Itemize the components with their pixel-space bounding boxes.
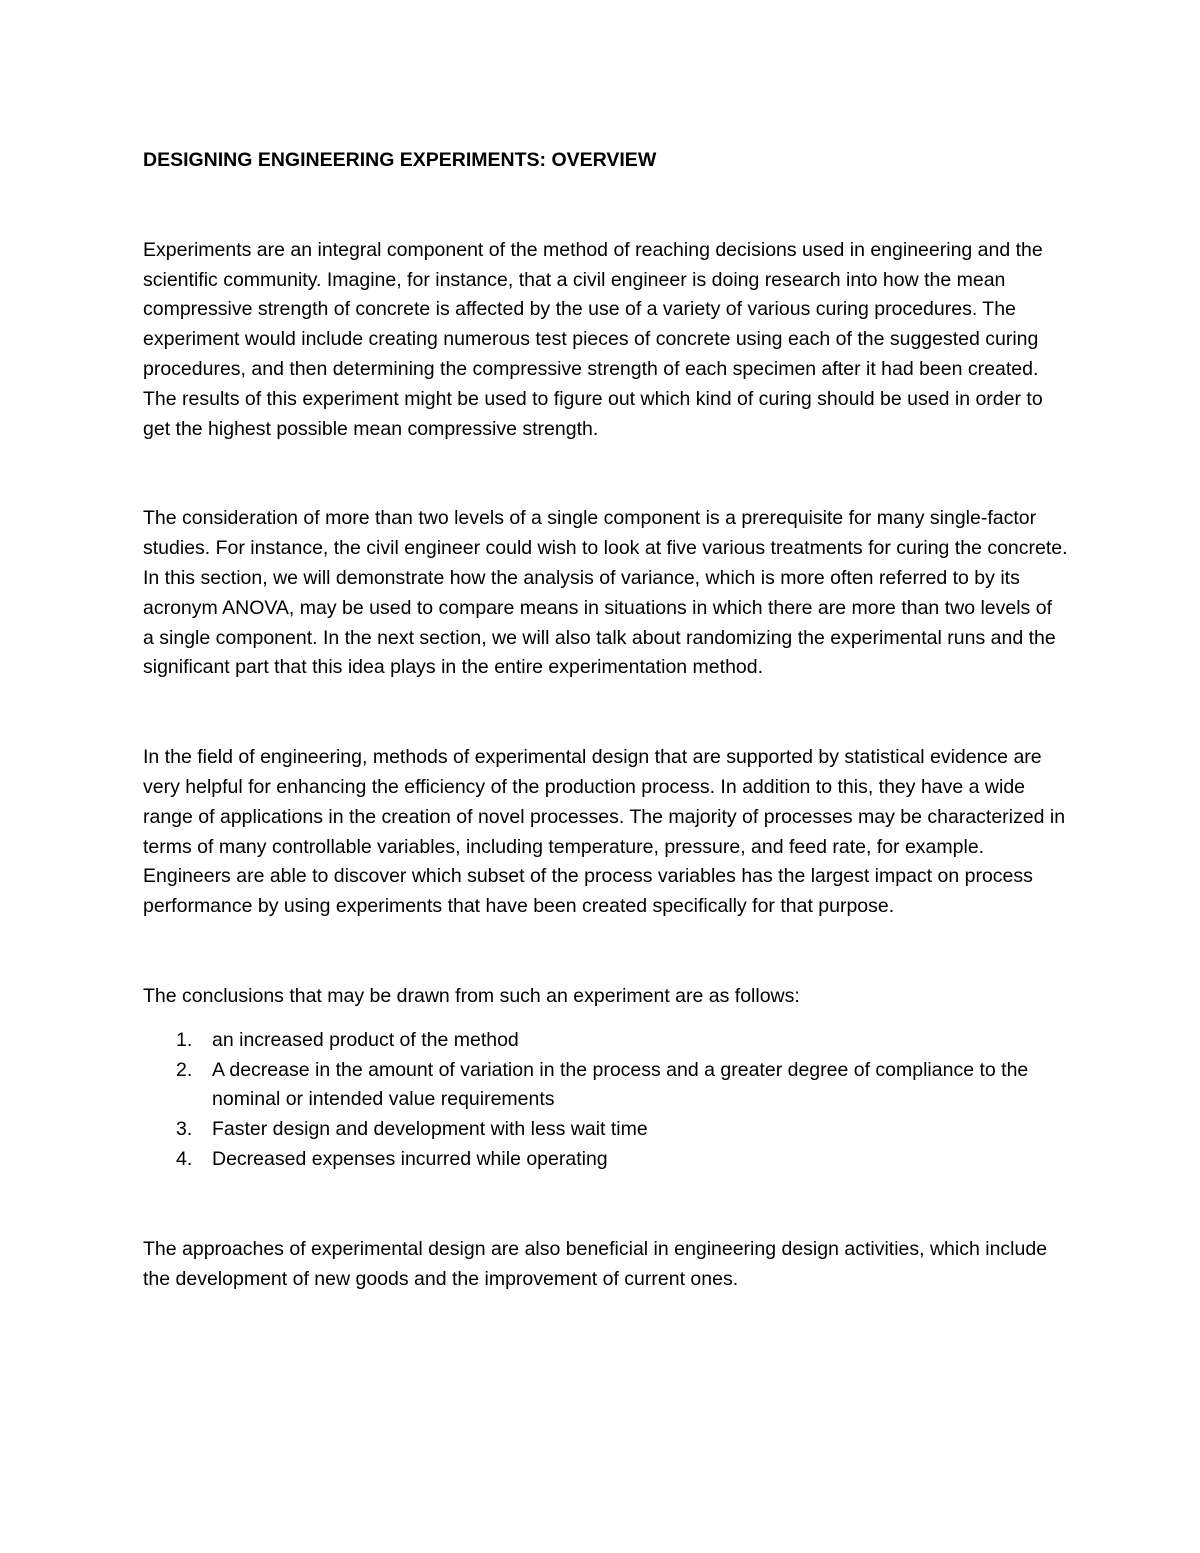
list-item-number: 2. [176,1058,193,1081]
list-item-text: an increased product of the method [212,1028,519,1051]
paragraph-1: Experiments are an integral component of the method of reaching decisions used in engineering and the scientific community. Imagine, for instance, that a civil engineer is doing research into how the mean compressive strength of concrete is affected by the use of a variety of various curing procedures. The experiment would include creating numerous test pieces of concrete using each of the suggested curing procedures, and then determining the compressive strength of each specimen after it had been created. The results of this experiment might be used to figure out which kind of curing should be used in order to get the highest possible mean compressive strength. [143,238,1043,440]
paragraph-2: The consideration of more than two levels of a single component is a prerequisite for many single-factor studies. For instance, the civil engineer could wish to look at five various treatments for curing the concrete. In this section, we will demonstrate how the analysis of variance, which is more often referred to by its acronym ANOVA, may be used to compare means in situations in which there are more than two levels of a single component. In the next section, we will also talk about randomizing the experimental runs and the significant part that this idea plays in the entire experimentation method. [143,507,1068,679]
list-item-text: A decrease in the amount of variation in the process and a greater degree of compliance to the nominal or intended value requirements [212,1058,1029,1111]
list-item [143,1145,1068,1175]
list-item-number: 4. [176,1147,193,1170]
list-item-number: 1. [176,1028,193,1051]
list-item [143,1056,1068,1116]
list-item-text: Decreased expenses incurred while operating [212,1147,608,1170]
closing-paragraph: The approaches of experimental design are also beneficial in engineering design activities, which include the development of new goods and the improvement of current ones. [143,1237,1048,1290]
paragraph-4: The conclusions that may be drawn from such an experiment are as follows: [143,984,800,1007]
list-item [143,1026,1068,1056]
list-item [143,1115,1068,1145]
list-item-number: 3. [176,1118,193,1141]
paragraph-3: In the field of engineering, methods of experimental design that are supported by statistical evidence are very helpful for enhancing the efficiency of the production process. In addition to this, they have a wide range of applications in the creation of novel processes. The majority of processes may be characterized in terms of many controllable variables, including temperature, pressure, and feed rate, for example. Engineers are able to discover which subset of the process variables has the largest impact on process performance by using experiments that have been created specifically for that purpose. [143,746,1066,918]
document-body [143,146,1068,1294]
conclusions-list [143,1026,1068,1175]
list-item-text: Faster design and development with less wait time [212,1118,648,1141]
document-title: DESIGNING ENGINEERING EXPERIMENTS: OVERVIEW [143,149,657,171]
